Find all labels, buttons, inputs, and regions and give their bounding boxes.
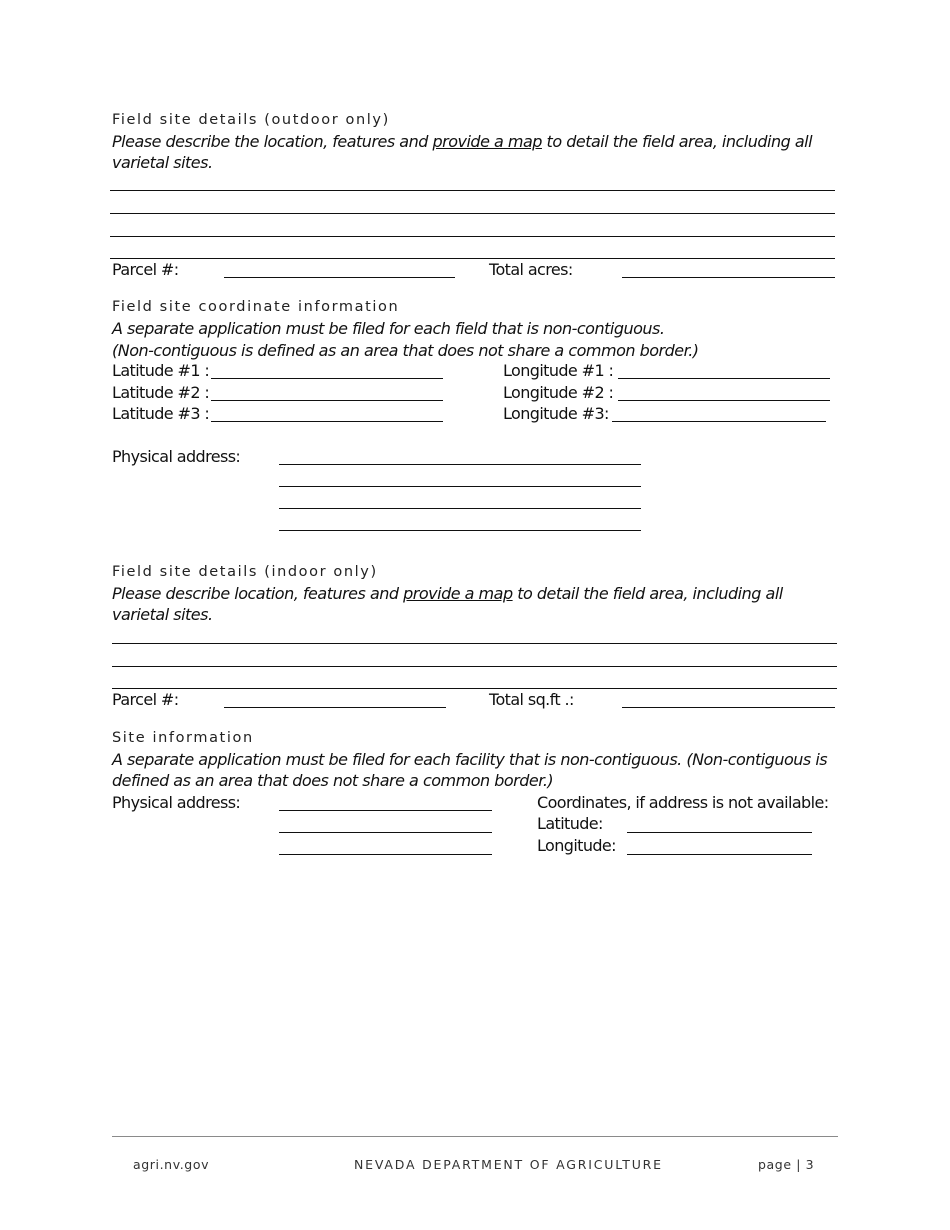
- outdoor-description-line-1[interactable]: [110, 190, 835, 191]
- site-longitude-field[interactable]: [627, 854, 812, 855]
- longitude-1-field[interactable]: [618, 378, 830, 379]
- latitude-2-label: Latitude #2 :: [112, 383, 210, 402]
- outdoor-instructions: Please describe the location, features and provide a map to detail the field area, including all varietal sites.: [112, 132, 813, 172]
- coordinates-note-1: A separate application must be filed for each field that is non-contiguous.: [112, 319, 665, 338]
- site-latitude-label: Latitude:: [537, 814, 603, 833]
- outdoor-map-link-text: provide a map: [432, 132, 542, 151]
- outdoor-acres-field[interactable]: [622, 277, 835, 278]
- coordinates-note-2: (Non-contiguous is defined as an area that does not share a common border.): [112, 341, 699, 360]
- site-address-line-2[interactable]: [279, 832, 492, 833]
- footer-divider: [112, 1136, 838, 1137]
- outdoor-description-line-3[interactable]: [110, 236, 835, 237]
- site-longitude-label: Longitude:: [537, 836, 616, 855]
- indoor-sqft-field[interactable]: [622, 707, 835, 708]
- outdoor-description-line-2[interactable]: [110, 213, 835, 214]
- footer-department: NEVADA DEPARTMENT OF AGRICULTURE: [354, 1157, 663, 1172]
- latitude-2-field[interactable]: [211, 400, 443, 401]
- physical-address-line-3[interactable]: [279, 508, 641, 509]
- site-coordinates-label: Coordinates, if address is not available:: [537, 793, 829, 812]
- site-address-line-3[interactable]: [279, 854, 492, 855]
- latitude-1-label: Latitude #1 :: [112, 361, 210, 380]
- outdoor-description-line-4[interactable]: [110, 258, 835, 259]
- site-address-label: Physical address:: [112, 793, 241, 812]
- latitude-3-label: Latitude #3 :: [112, 404, 210, 423]
- site-note: A separate application must be filed for each facility that is non-contiguous. (Non-contiguous is defined as an area that does not share a common border.): [112, 750, 828, 790]
- indoor-description-line-2[interactable]: [112, 666, 837, 667]
- indoor-parcel-label: Parcel #:: [112, 690, 179, 709]
- latitude-1-field[interactable]: [211, 378, 443, 379]
- latitude-3-field[interactable]: [211, 421, 443, 422]
- longitude-3-field[interactable]: [612, 421, 826, 422]
- site-heading: Site information: [112, 730, 254, 746]
- physical-address-line-1[interactable]: [279, 464, 641, 465]
- physical-address-line-4[interactable]: [279, 530, 641, 531]
- outdoor-heading: Field site details (outdoor only): [112, 112, 390, 128]
- indoor-sqft-label: Total sq.ft .:: [489, 690, 574, 709]
- indoor-map-link-text: provide a map: [403, 584, 513, 603]
- site-latitude-field[interactable]: [627, 832, 812, 833]
- physical-address-label: Physical address:: [112, 447, 241, 466]
- outdoor-parcel-field[interactable]: [224, 277, 455, 278]
- indoor-description-line-1[interactable]: [112, 643, 837, 644]
- longitude-3-label: Longitude #3:: [503, 404, 609, 423]
- footer-website: agri.nv.gov: [133, 1157, 210, 1172]
- longitude-1-label: Longitude #1 :: [503, 361, 614, 380]
- indoor-instructions: Please describe location, features and provide a map to detail the field area, including all varietal sites.: [112, 584, 783, 624]
- indoor-heading: Field site details (indoor only): [112, 564, 378, 580]
- indoor-description-line-3[interactable]: [112, 688, 837, 689]
- coordinates-heading: Field site coordinate information: [112, 299, 400, 315]
- footer-page-number: page | 3: [758, 1157, 815, 1172]
- site-address-line-1[interactable]: [279, 810, 492, 811]
- outdoor-acres-label: Total acres:: [489, 260, 573, 279]
- indoor-parcel-field[interactable]: [224, 707, 446, 708]
- longitude-2-label: Longitude #2 :: [503, 383, 614, 402]
- physical-address-line-2[interactable]: [279, 486, 641, 487]
- longitude-2-field[interactable]: [618, 400, 830, 401]
- outdoor-parcel-label: Parcel #:: [112, 260, 179, 279]
